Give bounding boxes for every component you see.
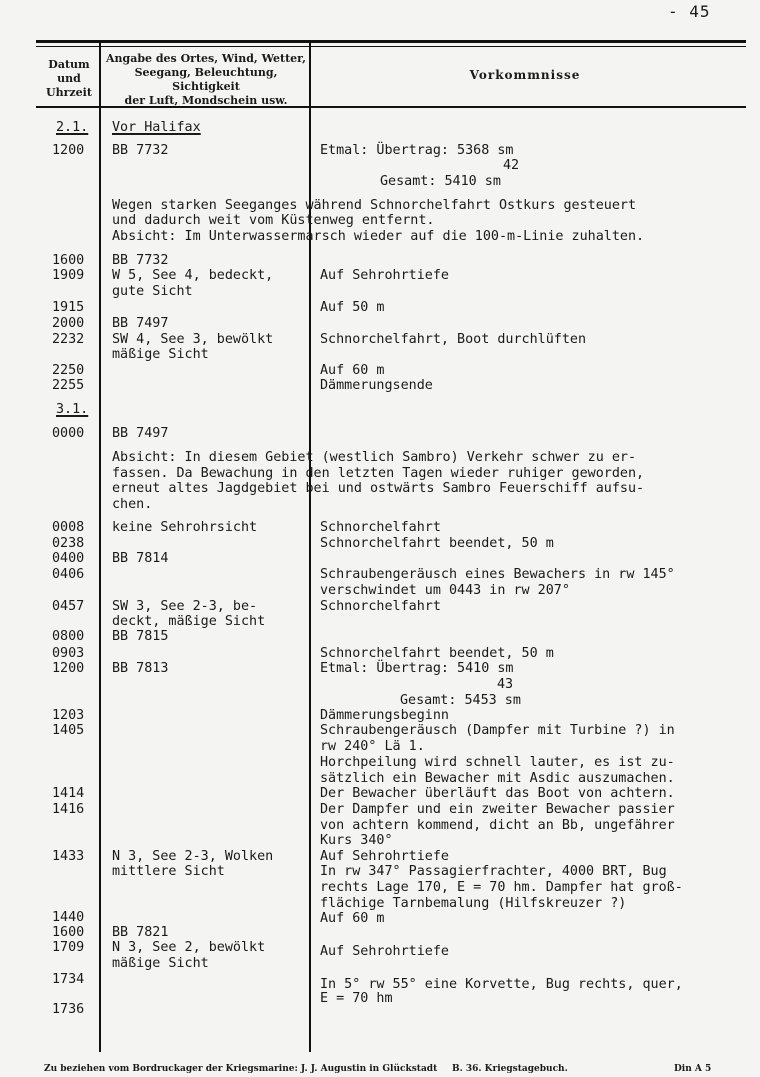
event-text: Auf 60 m <box>320 363 385 378</box>
entry-time: 0000 <box>52 426 85 441</box>
place-weather-text: BB 7821 <box>112 925 169 940</box>
entry-time: 0457 <box>52 599 85 614</box>
place-weather-text: SW 3, See 2-3, be- <box>112 599 258 614</box>
place-weather-text: BB 7732 <box>112 143 169 158</box>
event-text: rechts Lage 170, E = 70 hm. Dampfer hat groß- <box>320 880 683 895</box>
place-weather-text: N 3, See 2, bewölkt <box>112 940 266 955</box>
entry-time: 2255 <box>52 378 85 393</box>
entry-time: 1200 <box>52 143 85 158</box>
place-weather-text: W 5, See 4, bedeckt, <box>112 268 274 283</box>
event-text: Horchpeilung wird schnell lauter, es ist zu- <box>320 755 675 770</box>
entry-time: 2232 <box>52 332 85 347</box>
event-text: rw 240° Lä 1. <box>320 739 425 754</box>
event-text: Kurs 340° <box>320 833 393 848</box>
note-text: und dadurch weit vom Küstenweg entfernt. <box>112 213 435 228</box>
event-text: sätzlich ein Bewacher mit Asdic auszumachen. <box>320 771 675 786</box>
place-weather-text: BB 7732 <box>112 253 169 268</box>
place-weather-text: mäßige Sicht <box>112 347 209 362</box>
place-weather-text: SW 4, See 3, bewölkt <box>112 332 274 347</box>
event-text: Schraubengeräusch eines Bewachers in rw 145° <box>320 567 675 582</box>
place-weather-text: BB 7497 <box>112 316 169 331</box>
entry-time: 1600 <box>52 253 85 268</box>
place-weather-text: Vor Halifax <box>112 120 201 135</box>
place-weather-text: mittlere Sicht <box>112 864 225 879</box>
top-rule <box>36 40 746 43</box>
entry-time: 1709 <box>52 940 85 955</box>
entry-time: 2250 <box>52 363 85 378</box>
entry-time: 1600 <box>52 925 85 940</box>
event-text: Schnorchelfahrt <box>320 599 441 614</box>
header-date-column: Datum und Uhrzeit <box>46 58 92 99</box>
event-text: 43 <box>497 677 514 692</box>
event-text: von achtern kommend, dicht an Bb, ungefährer <box>320 818 675 833</box>
event-text: Schnorchelfahrt beendet, 50 m <box>320 646 554 661</box>
note-text: Absicht: In diesem Gebiet (westlich Sambro) Verkehr schwer zu er- <box>112 450 637 465</box>
event-text: Etmal: Übertrag: 5368 sm <box>320 143 514 158</box>
place-weather-text: BB 7813 <box>112 661 169 676</box>
event-text: Auf 60 m <box>320 911 385 926</box>
note-text: Wegen starken Seeganges während Schnorchelfahrt Ostkurs gesteuert <box>112 198 637 213</box>
event-text: Auf Sehrohrtiefe <box>320 268 449 283</box>
entry-time: 0800 <box>52 629 85 644</box>
place-weather-text: keine Sehrohrsicht <box>112 520 258 535</box>
place-weather-text: gute Sicht <box>112 284 193 299</box>
entry-date: 2.1. <box>56 120 89 135</box>
event-text: Schnorchelfahrt, Boot durchlüften <box>320 332 587 347</box>
entry-time: 1909 <box>52 268 85 283</box>
footer-form: B. 36. Kriegstagebuch. <box>452 1064 568 1074</box>
entry-time: 1736 <box>52 1002 85 1017</box>
entry-time: 1203 <box>52 708 85 723</box>
event-text: Auf Sehrohrtiefe <box>320 944 449 959</box>
event-text: flächige Tarnbemalung (Hilfskreuzer ?) <box>320 896 627 911</box>
event-text: Dämmerungsbeginn <box>320 708 449 723</box>
entry-date: 3.1. <box>56 402 89 417</box>
place-weather-text: BB 7814 <box>112 551 169 566</box>
event-text: Auf Sehrohrtiefe <box>320 849 449 864</box>
page-number: - 45 <box>668 2 711 21</box>
note-text: chen. <box>112 497 153 512</box>
event-text: Der Bewacher überläuft das Boot von achtern. <box>320 786 675 801</box>
note-text: fassen. Da Bewachung in den letzten Tagen wieder ruhiger geworden, <box>112 466 645 481</box>
note-text: erneut altes Jagdgebiet bei und ostwärts Sambro Feuerschiff aufsu- <box>112 481 645 496</box>
place-weather-text: N 3, See 2-3, Wolken <box>112 849 274 864</box>
place-weather-text: BB 7815 <box>112 629 169 644</box>
entry-time: 1416 <box>52 802 85 817</box>
entry-time: 1915 <box>52 300 85 315</box>
event-text: Dämmerungsende <box>320 378 433 393</box>
event-text: verschwindet um 0443 in rw 207° <box>320 583 570 598</box>
entry-time: 1200 <box>52 661 85 676</box>
place-weather-text: mäßige Sicht <box>112 956 209 971</box>
entry-time: 0400 <box>52 551 85 566</box>
entry-time: 0903 <box>52 646 85 661</box>
event-text: Der Dampfer und ein zweiter Bewacher passier <box>320 802 675 817</box>
event-text: Schnorchelfahrt <box>320 520 441 535</box>
footer-printer: Zu beziehen vom Bordruckager der Kriegsmarine: J. J. Augustin in Glückstadt <box>44 1064 438 1074</box>
event-text: In rw 347° Passagierfrachter, 4000 BRT, Bug <box>320 864 667 879</box>
event-text: Gesamt: 5410 sm <box>380 174 501 189</box>
event-text: In 5° rw 55° eine Korvette, Bug rechts, quer, <box>320 977 683 992</box>
footer-size: Din A 5 <box>674 1064 712 1074</box>
column-divider-date <box>99 42 101 1052</box>
header-events-column: Vorkommnisse <box>469 68 581 82</box>
entry-time: 2000 <box>52 316 85 331</box>
event-text: Schnorchelfahrt beendet, 50 m <box>320 536 554 551</box>
entry-time: 1433 <box>52 849 85 864</box>
entry-time: 1405 <box>52 723 85 738</box>
event-text: Gesamt: 5453 sm <box>400 693 521 708</box>
note-text: Absicht: Im Unterwassermarsch wieder auf die 100-m-Linie zuhalten. <box>112 229 645 244</box>
event-text: Auf 50 m <box>320 300 385 315</box>
event-text: Schraubengeräusch (Dampfer mit Turbine ?) in <box>320 723 675 738</box>
entry-time: 0406 <box>52 567 85 582</box>
entry-time: 0238 <box>52 536 85 551</box>
place-weather-text: BB 7497 <box>112 426 169 441</box>
entry-time: 1440 <box>52 910 85 925</box>
entry-time: 1414 <box>52 786 85 801</box>
place-weather-text: deckt, mäßige Sicht <box>112 614 266 629</box>
entry-time: 1734 <box>52 972 85 987</box>
event-text: 42 <box>503 158 520 173</box>
event-text: E = 70 hm <box>320 991 393 1006</box>
event-text: Etmal: Übertrag: 5410 sm <box>320 661 514 676</box>
entry-time: 0008 <box>52 520 85 535</box>
top-rule-thin <box>36 46 746 47</box>
header-place-column: Angabe des Ortes, Wind, Wetter, Seegang, Beleuchtung, Sichtigkeit der Luft, Mondschein usw. <box>105 52 307 107</box>
column-divider-place <box>309 42 311 1052</box>
